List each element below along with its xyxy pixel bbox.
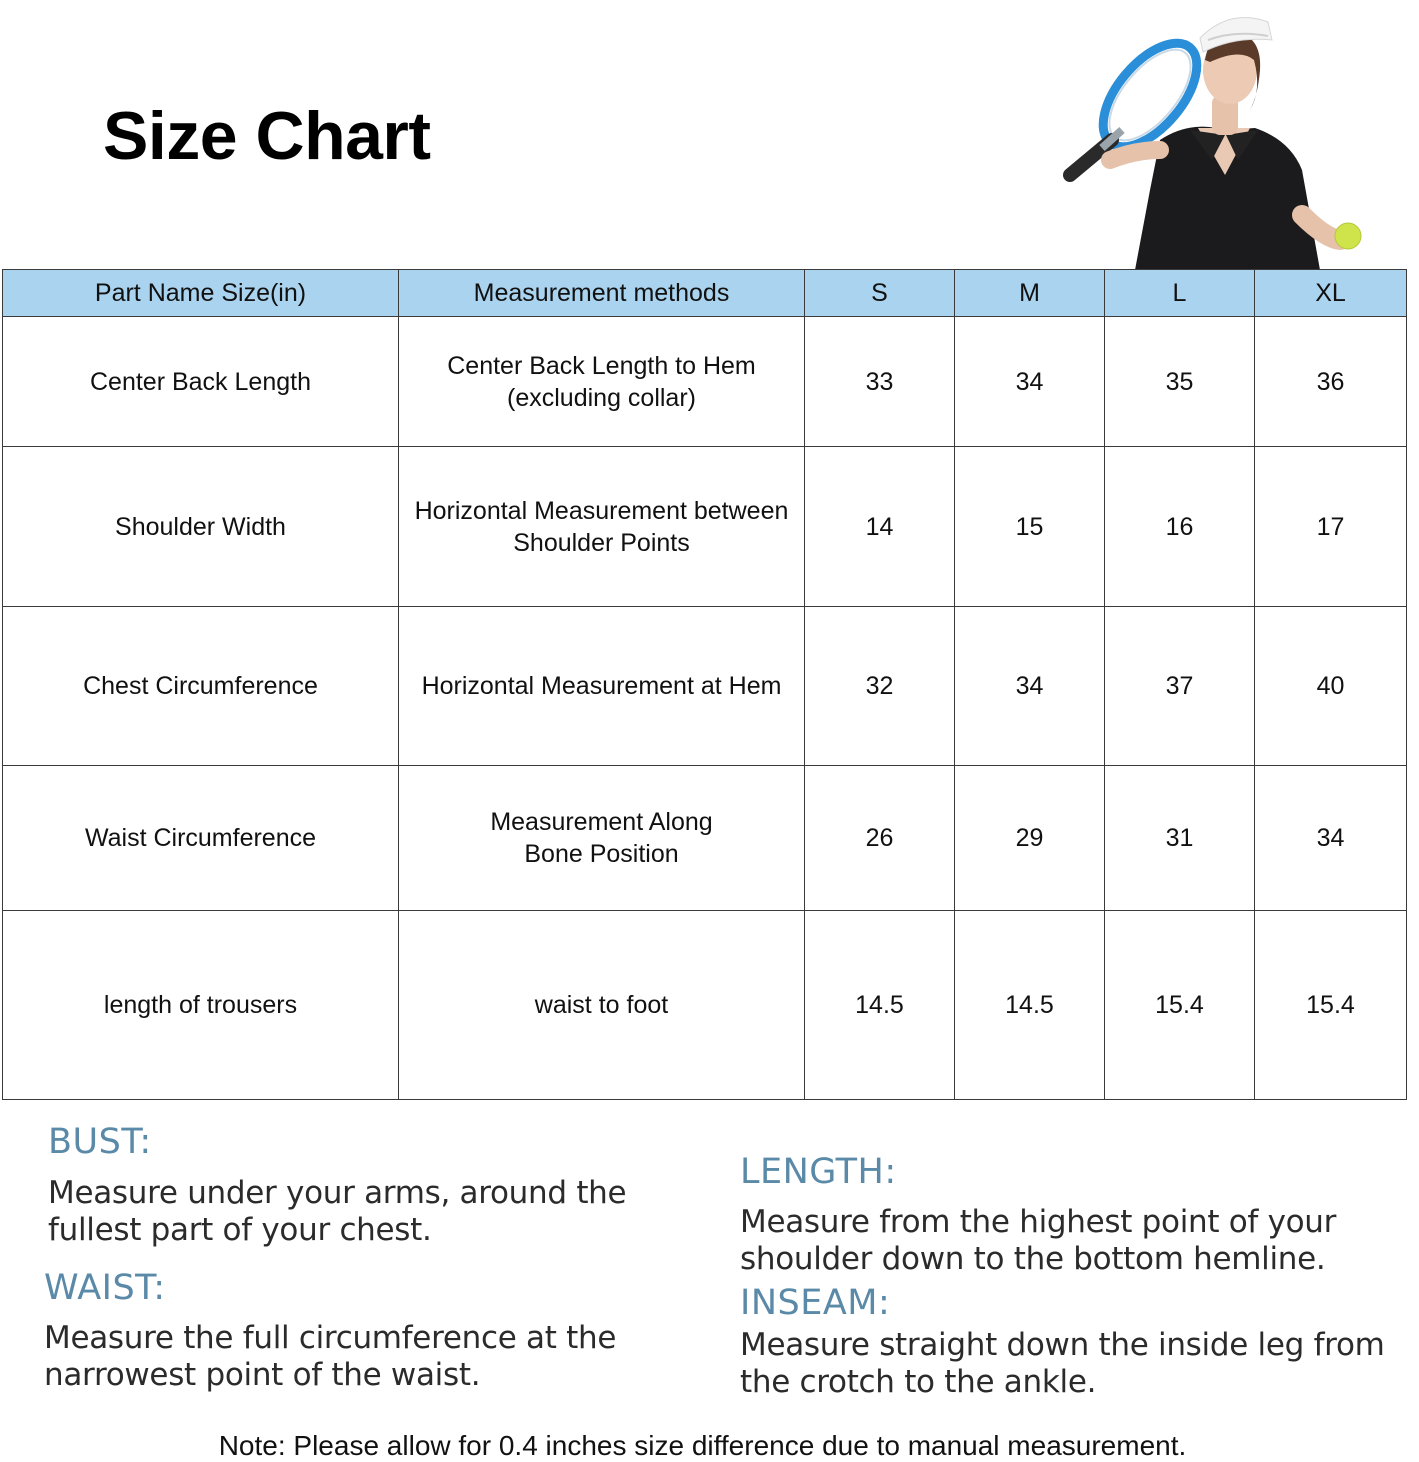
value-cell-xl: 17: [1255, 447, 1407, 607]
method-text: Center Back Length to Hem (excluding collar): [447, 351, 756, 412]
value-cell-xl: 15.4: [1255, 911, 1407, 1100]
value-cell-s: 32: [805, 607, 955, 766]
value-cell-m: 34: [955, 607, 1105, 766]
header-size-l: L: [1105, 270, 1255, 317]
table-row: [3, 911, 1407, 1100]
header-part-name: Part Name Size(in): [3, 270, 399, 317]
value-cell-s: 26: [805, 766, 955, 911]
method-text: Horizontal Measurement at Hem: [421, 672, 782, 700]
bust-guide: [48, 1122, 688, 1249]
length-guide: [740, 1152, 1410, 1278]
value-cell-l: 16: [1105, 447, 1255, 607]
table-row: [3, 317, 1407, 447]
value-cell-s: 14.5: [805, 911, 955, 1100]
page-title: Size Chart: [103, 98, 431, 174]
part-name-cell: Center Back Length: [3, 317, 399, 447]
inseam-heading: INSEAM:: [740, 1283, 891, 1323]
value-cell-s: 14: [805, 447, 955, 607]
value-cell-xl: 34: [1255, 766, 1407, 911]
method-text: Horizontal Measurement between Shoulder Points: [414, 496, 789, 557]
header-size-s: S: [805, 270, 955, 317]
waist-heading: WAIST:: [44, 1268, 166, 1308]
part-name-cell: length of trousers: [3, 911, 399, 1100]
method-text: Measurement Along Bone Position: [490, 808, 713, 868]
method-cell: [399, 766, 805, 911]
header-size-xl: XL: [1255, 270, 1407, 317]
value-cell-m: 34: [955, 317, 1105, 447]
tennis-ball: [1335, 223, 1361, 249]
waist-text: Measure the full circumference at the narrowest point of the waist.: [44, 1320, 617, 1393]
table-row: [3, 607, 1407, 766]
method-cell: [399, 607, 805, 766]
length-text: Measure from the highest point of your shoulder down to the bottom hemline.: [740, 1204, 1337, 1277]
table-header-row: [3, 270, 1407, 317]
method-cell: [399, 911, 805, 1100]
inseam-text: Measure straight down the inside leg from the crotch to the ankle.: [740, 1327, 1385, 1400]
bust-text: Measure under your arms, around the fullest part of your chest.: [48, 1175, 627, 1248]
table-row: [3, 766, 1407, 911]
size-chart-table: [2, 269, 1407, 1100]
value-cell-s: 33: [805, 317, 955, 447]
value-cell-l: 37: [1105, 607, 1255, 766]
part-name-cell: Shoulder Width: [3, 447, 399, 607]
value-cell-xl: 36: [1255, 317, 1407, 447]
part-name-cell: Chest Circumference: [3, 607, 399, 766]
value-cell-l: 31: [1105, 766, 1255, 911]
value-cell-l: 35: [1105, 317, 1255, 447]
part-name-cell: Waist Circumference: [3, 766, 399, 911]
bust-heading: BUST:: [48, 1122, 152, 1162]
table-row: [3, 447, 1407, 607]
value-cell-m: 15: [955, 447, 1105, 607]
waist-guide: [44, 1268, 694, 1394]
header-measurement-methods: Measurement methods: [399, 270, 805, 317]
model-photo: [1040, 0, 1380, 270]
method-text: waist to foot: [534, 991, 669, 1019]
value-cell-m: 29: [955, 766, 1105, 911]
inseam-guide: [740, 1283, 1415, 1401]
measurement-note: Note: Please allow for 0.4 inches size difference due to manual measurement.: [218, 1430, 1187, 1461]
header-size-m: M: [955, 270, 1105, 317]
length-heading: LENGTH:: [740, 1152, 897, 1192]
value-cell-xl: 40: [1255, 607, 1407, 766]
value-cell-m: 14.5: [955, 911, 1105, 1100]
value-cell-l: 15.4: [1105, 911, 1255, 1100]
method-cell: [399, 447, 805, 607]
method-cell: [399, 317, 805, 447]
